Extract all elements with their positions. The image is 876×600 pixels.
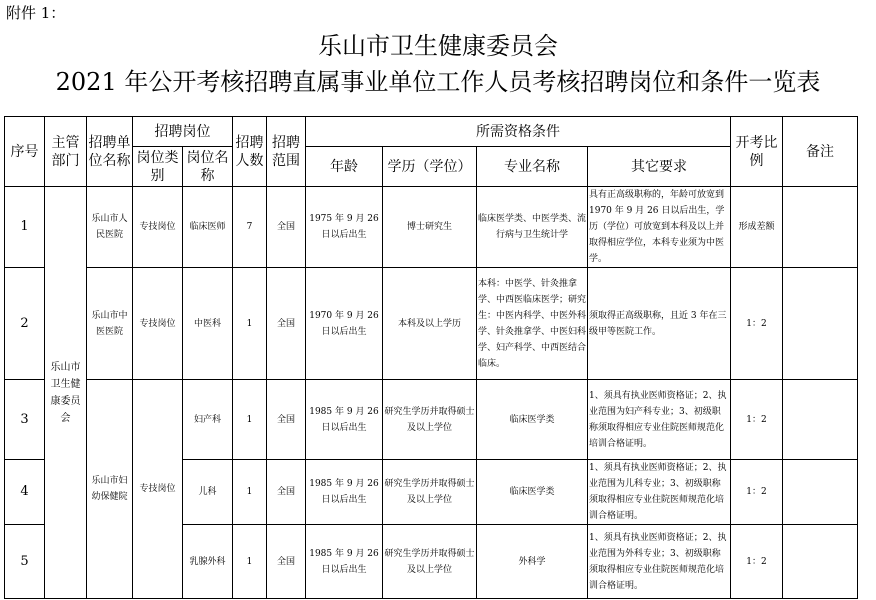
cell-age: 1970 年 9 月 26 日以后出生 <box>306 268 383 380</box>
cell-remark <box>783 380 858 460</box>
cell-remark <box>783 460 858 525</box>
cell-unit: 乐山市中医医院 <box>87 268 133 380</box>
cell-other: 须取得正高级职称，且近 3 年在三级甲等医院工作。 <box>588 268 731 380</box>
cell-other: 1、须具有执业医师资格证；2、执业范围为妇产科专业；3、初级职称须取得相应专业住院医师规范化培训合格证明。 <box>588 380 731 460</box>
cell-position-type: 专技岗位 <box>133 187 183 268</box>
header-remark: 备注 <box>783 117 858 187</box>
cell-education: 博士研究生 <box>383 187 477 268</box>
cell-count: 1 <box>233 380 267 460</box>
cell-major: 临床医学类 <box>477 460 588 525</box>
cell-count: 1 <box>233 460 267 525</box>
cell-education: 本科及以上学历 <box>383 268 477 380</box>
cell-unit: 乐山市妇幼保健院 <box>87 380 133 599</box>
cell-other: 1、须具有执业医师资格证；2、执业范围为外科专业；3、初级职称须取得相应专业住院医师规范化培训合格证明。 <box>588 525 731 599</box>
cell-age: 1985 年 9 月 26 日以后出生 <box>306 525 383 599</box>
attachment-label: 附件 1： <box>6 4 66 22</box>
header-seq: 序号 <box>5 117 45 187</box>
cell-education: 研究生学历并取得硕士及以上学位 <box>383 380 477 460</box>
cell-ratio: 1：2 <box>731 268 783 380</box>
cell-ratio: 1：2 <box>731 525 783 599</box>
header-count: 招聘人数 <box>233 117 267 187</box>
header-position-type: 岗位类别 <box>133 147 183 187</box>
cell-major: 本科：中医学、针灸推拿学、中西医临床医学；研究生：中医内科学、中医外科学、针灸推拿学、中医妇科学、妇产科学、中西医结合临床。 <box>477 268 588 380</box>
cell-major: 临床医学类 <box>477 380 588 460</box>
positions-table <box>4 116 858 599</box>
cell-unit: 乐山市人民医院 <box>87 187 133 268</box>
cell-position-name: 乳腺外科 <box>183 525 233 599</box>
cell-remark <box>783 187 858 268</box>
cell-remark <box>783 525 858 599</box>
cell-count: 1 <box>233 525 267 599</box>
table-row <box>5 268 858 380</box>
header-major: 专业名称 <box>477 147 588 187</box>
header-position-name: 岗位名称 <box>183 147 233 187</box>
cell-education: 研究生学历并取得硕士及以上学位 <box>383 460 477 525</box>
header-qualification-group: 所需资格条件 <box>306 117 731 147</box>
cell-seq: 4 <box>5 460 45 525</box>
cell-count: 1 <box>233 268 267 380</box>
cell-seq: 3 <box>5 380 45 460</box>
cell-seq: 5 <box>5 525 45 599</box>
header-position-group: 招聘岗位 <box>133 117 233 147</box>
header-unit: 招聘单位名称 <box>87 117 133 187</box>
cell-age: 1975 年 9 月 26 日以后出生 <box>306 187 383 268</box>
cell-scope: 全国 <box>267 187 306 268</box>
cell-major: 临床医学类、中医学类、流行病与卫生统计学 <box>477 187 588 268</box>
cell-ratio: 1：2 <box>731 460 783 525</box>
cell-position-type: 专技岗位 <box>133 380 183 599</box>
cell-age: 1985 年 9 月 26 日以后出生 <box>306 380 383 460</box>
cell-count: 7 <box>233 187 267 268</box>
cell-position-name: 中医科 <box>183 268 233 380</box>
cell-position-name: 儿科 <box>183 460 233 525</box>
cell-education: 研究生学历并取得硕士及以上学位 <box>383 525 477 599</box>
table-row <box>5 380 858 460</box>
cell-scope: 全国 <box>267 525 306 599</box>
cell-scope: 全国 <box>267 380 306 460</box>
header-education: 学历（学位） <box>383 147 477 187</box>
document-subtitle: 2021 年公开考核招聘直属事业单位工作人员考核招聘岗位和条件一览表 <box>55 68 821 96</box>
header-age: 年龄 <box>306 147 383 187</box>
cell-position-name: 临床医师 <box>183 187 233 268</box>
header-other: 其它要求 <box>588 147 731 187</box>
cell-position-type: 专技岗位 <box>133 268 183 380</box>
header-scope: 招聘范围 <box>267 117 306 187</box>
cell-remark <box>783 268 858 380</box>
cell-ratio: 形成差额 <box>731 187 783 268</box>
header-dept: 主管部门 <box>45 117 87 187</box>
table-row <box>5 187 858 268</box>
cell-scope: 全国 <box>267 268 306 380</box>
document-title: 乐山市卫生健康委员会 <box>318 32 558 60</box>
cell-major: 外科学 <box>477 525 588 599</box>
cell-seq: 2 <box>5 268 45 380</box>
cell-other: 1、须具有执业医师资格证；2、执业范围为儿科专业；3、初级职称须取得相应专业住院医师规范化培训合格证明。 <box>588 460 731 525</box>
header-ratio: 开考比例 <box>731 117 783 187</box>
cell-age: 1985 年 9 月 26 日以后出生 <box>306 460 383 525</box>
cell-position-name: 妇产科 <box>183 380 233 460</box>
cell-scope: 全国 <box>267 460 306 525</box>
cell-seq: 1 <box>5 187 45 268</box>
cell-ratio: 1：2 <box>731 380 783 460</box>
cell-department: 乐山市卫生健康委员会 <box>45 187 87 599</box>
cell-other: 具有正高级职称的，年龄可放宽到 1970 年 9 月 26 日以后出生，学历（学位）可放宽到本科及以上并取得相应学位，本科专业须为中医学。 <box>588 187 731 268</box>
